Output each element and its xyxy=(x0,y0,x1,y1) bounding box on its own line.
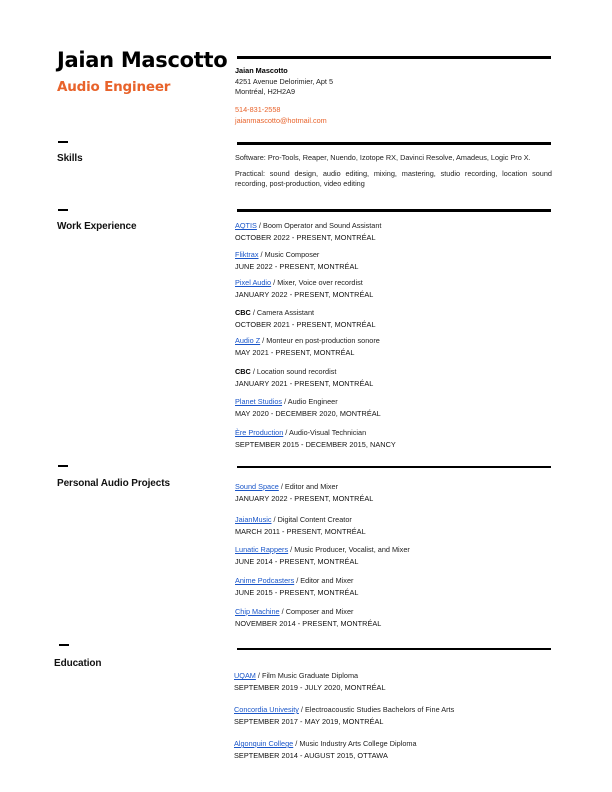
role: / Music Composer xyxy=(258,250,320,259)
org-link[interactable]: Pixel Audio xyxy=(235,278,272,287)
org-link[interactable]: Audio Z xyxy=(235,336,261,345)
org-link[interactable]: Planet Studios xyxy=(235,397,283,406)
education-entry xyxy=(234,670,386,693)
dates: SEPTEMBER 2015 - DECEMBER 2015, NANCY xyxy=(235,439,396,449)
contact-name: Jaian Mascotto xyxy=(235,66,288,75)
work-entry xyxy=(235,396,381,419)
org-link[interactable]: JaianMusic xyxy=(235,515,272,524)
role: / Film Music Graduate Diploma xyxy=(255,671,359,680)
address-line-1: 4251 Avenue Delorimier, Apt 5 xyxy=(235,76,334,86)
dates: NOVEMBER 2014 - PRESENT, MONTRÉAL xyxy=(235,618,382,628)
section-label-work: Work Experience xyxy=(57,221,137,232)
role: / Music Producer, Vocalist, and Mixer xyxy=(288,545,410,554)
project-entry xyxy=(235,514,366,537)
dates: JANUARY 2022 - PRESENT, MONTRÉAL xyxy=(235,289,374,299)
section-label-skills: Skills xyxy=(57,153,83,164)
work-entry xyxy=(235,249,359,272)
role: / Composer and Mixer xyxy=(279,607,354,616)
skills-software: Software: Pro-Tools, Reaper, Nuendo, Izotope RX, Davinci Resolve, Amadeus, Logic Pro X. xyxy=(235,153,531,162)
section-label-education: Education xyxy=(54,658,102,669)
role: / Digital Content Creator xyxy=(271,515,352,524)
section-rule xyxy=(237,142,551,145)
project-entry xyxy=(235,544,410,567)
project-entry xyxy=(235,606,381,629)
org-link[interactable]: UQAM xyxy=(234,671,256,680)
dates: MARCH 2011 - PRESENT, MONTRÉAL xyxy=(235,526,366,536)
role: / Mixer, Voice over recordist xyxy=(271,278,363,287)
skills-block xyxy=(235,153,552,195)
dates: JUNE 2015 - PRESENT, MONTRÉAL xyxy=(235,587,359,597)
role: / Monteur en post-production sonore xyxy=(260,336,380,345)
section-rule xyxy=(237,648,551,650)
work-entry xyxy=(235,307,376,330)
project-entry xyxy=(235,481,373,504)
email-address[interactable]: jaianmascotto@hotmail.com xyxy=(235,115,327,125)
dates: JANUARY 2022 - PRESENT, MONTRÉAL xyxy=(235,493,374,503)
dates: OCTOBER 2021 - PRESENT, MONTRÉAL xyxy=(235,319,376,329)
education-entry xyxy=(234,704,454,727)
role: / Audio-Visual Technician xyxy=(283,428,367,437)
dates: SEPTEMBER 2017 - MAY 2019, MONTRÉAL xyxy=(234,716,384,726)
dates: SEPTEMBER 2014 - AUGUST 2015, OTTAWA xyxy=(234,750,388,760)
work-entry xyxy=(235,220,381,243)
contact-block xyxy=(235,66,333,126)
org-name: CBC xyxy=(235,367,251,376)
dates: JUNE 2014 - PRESENT, MONTRÉAL xyxy=(235,556,359,566)
role: / Editor and Mixer xyxy=(278,482,339,491)
project-entry xyxy=(235,575,359,598)
section-dash xyxy=(58,141,68,143)
section-dash xyxy=(58,209,68,211)
org-link[interactable]: Sound Space xyxy=(235,482,279,491)
role: / Camera Assistant xyxy=(250,308,315,317)
section-rule xyxy=(237,209,551,212)
work-entry xyxy=(235,427,396,450)
section-rule xyxy=(237,466,551,468)
org-link[interactable]: AQTIS xyxy=(235,221,257,230)
org-link[interactable]: Anime Podcasters xyxy=(235,576,295,585)
skills-practical: Practical: sound design, audio editing, mixing, mastering, studio recording, location sound recording, post-production, video editing xyxy=(235,168,552,188)
dates: SEPTEMBER 2019 - JULY 2020, MONTRÉAL xyxy=(234,682,386,692)
dates: JANUARY 2021 - PRESENT, MONTRÉAL xyxy=(235,378,374,388)
org-link[interactable]: Algonquin College xyxy=(234,739,294,748)
role: / Music Industry Arts College Diploma xyxy=(293,739,417,748)
candidate-title: Audio Engineer xyxy=(57,79,171,95)
org-link[interactable]: Chip Machine xyxy=(235,607,280,616)
phone-number[interactable]: 514-831-2558 xyxy=(235,105,281,114)
section-dash xyxy=(58,465,68,467)
dates: OCTOBER 2022 - PRESENT, MONTRÉAL xyxy=(235,232,376,242)
role: / Location sound recordist xyxy=(250,367,337,376)
dates: MAY 2020 - DECEMBER 2020, MONTRÉAL xyxy=(235,408,381,418)
candidate-name: Jaian Mascotto xyxy=(57,48,228,72)
role: / Electroacoustic Studies Bachelors of Fine Arts xyxy=(298,705,455,714)
work-entry xyxy=(235,335,380,358)
role: / Audio Engineer xyxy=(282,397,338,406)
dates: JUNE 2022 - PRESENT, MONTRÉAL xyxy=(235,261,359,271)
section-label-projects: Personal Audio Projects xyxy=(57,478,170,489)
org-name: CBC xyxy=(235,308,251,317)
role: / Boom Operator and Sound Assistant xyxy=(256,221,382,230)
education-entry xyxy=(234,738,417,761)
org-link[interactable]: Fliktrax xyxy=(235,250,259,259)
section-dash xyxy=(59,644,69,646)
role: / Editor and Mixer xyxy=(294,576,354,585)
section-rule xyxy=(237,56,551,59)
org-link[interactable]: Concordia Univesity xyxy=(234,705,299,714)
org-link[interactable]: Ère Production xyxy=(235,428,284,437)
address-line-2: Montréal, H2H2A9 xyxy=(235,87,296,96)
org-link[interactable]: Lunatic Rappers xyxy=(235,545,289,554)
dates: MAY 2021 - PRESENT, MONTRÉAL xyxy=(235,347,355,357)
work-entry xyxy=(235,366,373,389)
work-entry xyxy=(235,277,373,300)
